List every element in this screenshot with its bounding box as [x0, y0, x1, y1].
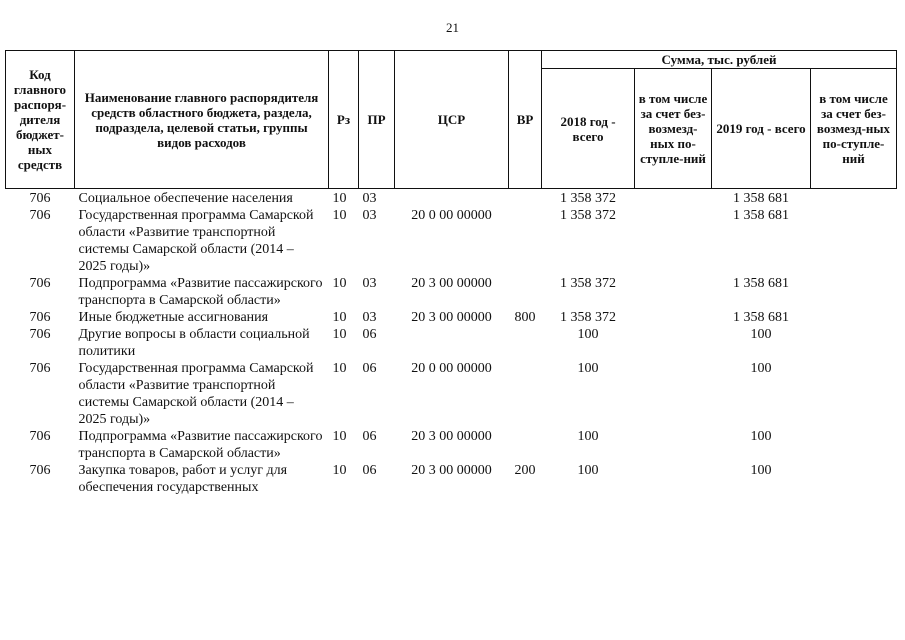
cell-code: 706 — [29, 361, 51, 376]
header-2019-total: 2019 год - всего — [712, 69, 811, 189]
cell-2018-nonrepayable — [635, 462, 712, 496]
cell-2019-nonrepayable — [811, 275, 897, 309]
cell-csr — [395, 326, 509, 360]
cell-pr: 03 — [362, 191, 377, 206]
cell-2018-total: 1 358 372 — [560, 276, 616, 291]
cell-pr: 03 — [362, 208, 377, 223]
cell-2018-total: 100 — [577, 429, 599, 444]
cell-csr: 20 3 00 00000 — [411, 463, 492, 478]
cell-2019-nonrepayable — [811, 189, 897, 208]
cell-vr — [509, 428, 542, 462]
table-row — [6, 462, 897, 496]
cell-code: 706 — [29, 463, 51, 478]
cell-2018-total: 100 — [577, 361, 599, 376]
cell-vr — [509, 189, 542, 208]
cell-rz: 10 — [332, 191, 347, 206]
header-name: Наименование главного распорядителя средств областного бюджета, раздела, подраздела, целевой статьи, группы видов расходов — [75, 51, 329, 189]
table-row — [6, 189, 897, 208]
cell-2019-total: 1 358 681 — [733, 208, 789, 223]
cell-vr: 200 — [514, 463, 536, 478]
cell-csr: 20 3 00 00000 — [411, 429, 492, 444]
header-code: Код главного распоря-дителя бюджет-ных средств — [6, 51, 75, 189]
cell-rz: 10 — [332, 361, 347, 376]
cell-name: Социальное обеспечение населения — [78, 191, 293, 206]
header-2019-nonrepayable: в том числе за счет без-возмезд-ных по-ступле-ний — [811, 69, 897, 189]
cell-pr: 03 — [362, 310, 377, 325]
cell-2018-nonrepayable — [635, 207, 712, 275]
cell-2019-total: 1 358 681 — [733, 191, 789, 206]
header-2018-total: 2018 год - всего — [542, 69, 635, 189]
cell-rz: 10 — [332, 208, 347, 223]
cell-2018-nonrepayable — [635, 326, 712, 360]
cell-2019-total: 100 — [750, 327, 772, 342]
header-pr: ПР — [359, 51, 395, 189]
cell-2018-nonrepayable — [635, 428, 712, 462]
cell-2018-nonrepayable — [635, 275, 712, 309]
cell-name: Другие вопросы в области социальной политики — [78, 327, 310, 359]
cell-code: 706 — [29, 276, 51, 291]
cell-code: 706 — [29, 310, 51, 325]
cell-csr: 20 0 00 00000 — [411, 208, 492, 223]
cell-name: Подпрограмма «Развитие пассажирского транспорта в Самарской области» — [78, 276, 323, 308]
cell-pr: 03 — [362, 276, 377, 291]
page-number: 21 — [446, 20, 459, 35]
budget-table — [5, 50, 897, 496]
cell-2019-nonrepayable — [811, 360, 897, 428]
table-row — [6, 428, 897, 462]
cell-pr: 06 — [362, 429, 377, 444]
table-row — [6, 207, 897, 275]
cell-2018-total: 1 358 372 — [560, 191, 616, 206]
table-header — [6, 51, 897, 189]
cell-2018-total: 1 358 372 — [560, 310, 616, 325]
cell-2018-nonrepayable — [635, 309, 712, 326]
table-body — [6, 189, 897, 497]
cell-2019-total: 1 358 681 — [733, 310, 789, 325]
cell-vr — [509, 360, 542, 428]
cell-code: 706 — [29, 208, 51, 223]
cell-rz: 10 — [332, 463, 347, 478]
cell-2019-total: 100 — [750, 429, 772, 444]
cell-2019-total: 100 — [750, 463, 772, 478]
cell-rz: 10 — [332, 429, 347, 444]
cell-csr: 20 0 00 00000 — [411, 361, 492, 376]
header-2018-nonrepayable: в том числе за счет без-возмезд-ных по-ступле-ний — [635, 69, 712, 189]
cell-pr: 06 — [362, 361, 377, 376]
cell-2019-nonrepayable — [811, 309, 897, 326]
cell-pr: 06 — [362, 463, 377, 478]
cell-rz: 10 — [332, 310, 347, 325]
cell-name: Государственная программа Самарской области «Развитие транспортной системы Самарской области (2014 – 2025 годы)» — [78, 361, 314, 427]
cell-2019-nonrepayable — [811, 326, 897, 360]
cell-2018-nonrepayable — [635, 360, 712, 428]
cell-name: Государственная программа Самарской области «Развитие транспортной системы Самарской области (2014 – 2025 годы)» — [78, 208, 314, 274]
cell-vr: 800 — [514, 310, 536, 325]
cell-2018-total: 100 — [577, 463, 599, 478]
cell-rz: 10 — [332, 276, 347, 291]
cell-code: 706 — [29, 191, 51, 206]
table-row — [6, 326, 897, 360]
header-vr: ВР — [509, 51, 542, 189]
cell-2019-nonrepayable — [811, 462, 897, 496]
cell-name: Иные бюджетные ассигнования — [78, 310, 269, 325]
cell-name: Подпрограмма «Развитие пассажирского транспорта в Самарской области» — [78, 429, 323, 461]
cell-name: Закупка товаров, работ и услуг для обеспечения государственных — [78, 463, 288, 495]
cell-vr — [509, 275, 542, 309]
cell-rz: 10 — [332, 327, 347, 342]
cell-2018-total: 1 358 372 — [560, 208, 616, 223]
cell-2019-nonrepayable — [811, 428, 897, 462]
cell-2018-total: 100 — [577, 327, 599, 342]
cell-code: 706 — [29, 429, 51, 444]
header-sum: Сумма, тыс. рублей — [542, 51, 897, 69]
cell-csr — [395, 189, 509, 208]
header-csr: ЦСР — [395, 51, 509, 189]
cell-vr — [509, 207, 542, 275]
table-row — [6, 275, 897, 309]
cell-2018-nonrepayable — [635, 189, 712, 208]
cell-vr — [509, 326, 542, 360]
cell-code: 706 — [29, 327, 51, 342]
cell-csr: 20 3 00 00000 — [411, 276, 492, 291]
cell-2019-nonrepayable — [811, 207, 897, 275]
table-row — [6, 309, 897, 326]
table-row — [6, 360, 897, 428]
cell-csr: 20 3 00 00000 — [411, 310, 492, 325]
cell-pr: 06 — [362, 327, 377, 342]
cell-2019-total: 100 — [750, 361, 772, 376]
cell-2019-total: 1 358 681 — [733, 276, 789, 291]
header-rz: Рз — [329, 51, 359, 189]
